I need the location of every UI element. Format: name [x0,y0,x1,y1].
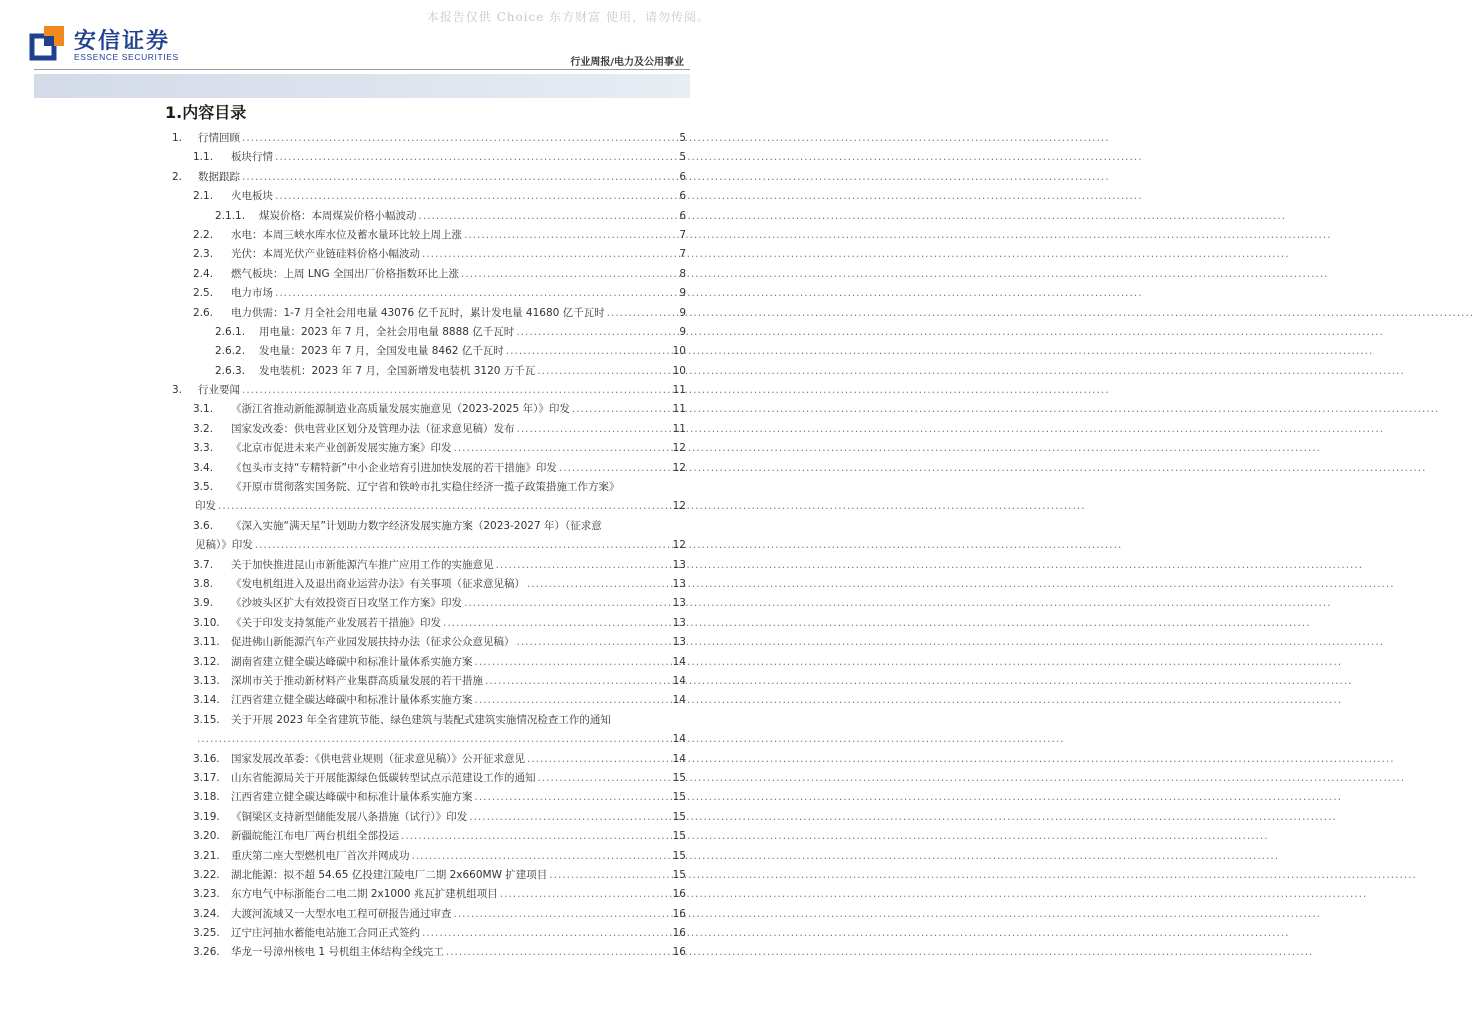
toc-entry-number: 3.19. [193,810,220,823]
brand-name-en: ESSENCE SECURITIES [74,52,179,62]
toc-entry[interactable] [165,304,686,323]
toc-entry-page: 14 [672,752,686,765]
toc-leader-dots [422,924,671,943]
toc-entry-title: 电力供需：1-7 月全社会用电量 43076 亿千瓦时，累计发电量 41680 亿千瓦时 [231,306,605,319]
toc-entry[interactable] [165,148,686,167]
toc-entry-title: 华龙一号漳州核电 1 号机组主体结构全线完工 [231,946,444,959]
toc-entry-number: 3.13. [193,674,220,687]
toc-leader-dots [454,905,671,924]
toc-entry[interactable] [165,769,686,788]
toc-entry[interactable] [165,885,686,904]
brand-logo [32,24,212,68]
toc-entry-page: 13 [672,578,686,591]
toc-leader-dots [549,866,670,885]
toc-entry[interactable] [165,342,686,361]
toc-entry-title: 国家发展改革委：《供电营业规则（征求意见稿）》公开征求意见 [231,752,525,765]
toc-entry[interactable] [165,653,686,672]
toc-entry-page: 12 [672,500,686,513]
toc-entry[interactable] [165,245,686,264]
toc-entry-page: 11 [672,384,686,397]
toc-entry[interactable] [165,265,686,284]
toc-entry-number: 2.1. [193,190,214,203]
toc-entry-page: 14 [672,674,686,687]
toc-entry-title: 光伏：本周光伏产业链硅料价格小幅波动 [231,248,420,261]
toc-entry-title: 东方电气中标浙能台二电二期 2x1000 兆瓦扩建机组项目 [231,888,498,901]
toc-entry-title: 重庆第二座大型燃机电厂首次并网成功 [231,849,410,862]
toc-entry-number: 3.21. [193,849,220,862]
toc-entry-title: 关于加快推进昆山市新能源汽车推广应用工作的实施意见 [231,558,494,571]
toc-entry-number: 3.1. [193,403,214,416]
toc-leader-dots [485,672,671,691]
toc-entry-number: 3.10. [193,616,220,629]
toc-entry-title: 《北京市促进未来产业创新发展实施方案》印发 [231,442,452,455]
toc-entry-title: 《铜梁区支持新型储能发展八条措施（试行）》印发 [231,810,468,823]
toc-entry-title: 发电量：2023 年 7 月，全国发电量 8462 亿千瓦时 [259,345,504,358]
toc-entry-number: 3.8. [193,578,214,591]
toc-entry-page: 16 [672,927,686,940]
toc-entry-number: 2.6.3. [215,364,246,377]
toc-entry-number: 3.9. [193,597,214,610]
toc-entry-number: 2.3. [193,248,214,261]
toc-leader-dots [197,730,671,749]
toc-entry[interactable] [165,575,686,594]
toc-entry[interactable] [165,788,686,807]
toc-entry-title: 山东省能源局关于开展能源绿色低碳转型试点示范建设工作的通知 [231,771,536,784]
toc-leader-dots [275,148,677,167]
toc-leader-dots [422,245,677,264]
toc-leader-dots [516,323,677,342]
toc-leader-dots [446,943,671,962]
toc-entry[interactable] [165,691,686,710]
toc-entry[interactable] [165,226,686,245]
toc-leader-dots [464,594,671,613]
toc-entry-number: 3.26. [193,946,220,959]
toc-entry-number: 3.25. [193,927,220,940]
toc-entry[interactable] [165,672,686,691]
toc-entry-title: 深圳市关于推动新材料产业集群高质量发展的若干措施 [231,674,483,687]
toc-entry[interactable] [165,711,686,750]
toc-entry-page: 13 [672,636,686,649]
toc-entry-title: 《开原市贯彻落实国务院、辽宁省和铁岭市扎实稳住经济一揽子政策措施工作方案》 [231,481,620,494]
toc-entry-page: 5 [679,151,686,164]
toc-entry-number: 3. [172,384,183,397]
toc-entry-title: 《发电机组进入及退出商业运营办法》有关事项（征求意见稿） [231,578,525,591]
toc-entry[interactable] [165,168,686,187]
toc-entry-title: 辽宁庄河抽水蓄能电站施工合同正式签约 [231,927,420,940]
toc-entry-number: 3.18. [193,791,220,804]
toc-leader-dots [475,691,671,710]
toc-entry-page: 12 [672,539,686,552]
toc-entry[interactable] [165,943,686,962]
toc-entry-title: 行业要闻 [198,384,240,397]
toc-entry-page: 11 [672,403,686,416]
toc-entry-title: 《深入实施“满天星”计划助力数字经济发展实施方案（2023-2027 年）（征求意 [231,519,602,532]
toc-entry[interactable] [165,420,686,439]
toc-entry-title: 板块行情 [231,151,273,164]
toc-entry-page: 6 [679,170,686,183]
toc-entry-number: 3.20. [193,830,220,843]
toc-entry-number: 3.17. [193,771,220,784]
toc-entry-title: 国家发改委：供电营业区划分及管理办法（征求意见稿）发布 [231,422,515,435]
toc-entry[interactable] [165,459,686,478]
toc-entry[interactable] [165,284,686,303]
toc-entry-page: 10 [672,345,686,358]
toc-entry[interactable] [165,400,686,419]
toc-entry-page: 15 [672,791,686,804]
toc-entry-title: 水电：本周三峡水库水位及蓄水量环比较上周上涨 [231,228,462,241]
toc-leader-dots [496,556,671,575]
watermark: 本报告仅供 Choice 东方财富 使用，请勿传阅。 [426,10,710,24]
report-category: 行业周报/电力及公用事业 [570,57,684,68]
toc-entry-number: 3.16. [193,752,220,765]
toc-entry-page: 13 [672,616,686,629]
toc-entry[interactable] [165,362,686,381]
toc-entry-number: 2.4. [193,267,214,280]
toc-entry-title-continued: 见稿）》印发 [195,539,253,552]
toc-leader-dots [475,653,671,672]
toc-entry-page: 15 [672,771,686,784]
toc-entry-page: 15 [672,830,686,843]
toc-entry-page: 15 [672,868,686,881]
toc-entry-number: 3.15. [193,713,220,726]
toc-entry[interactable] [165,594,686,613]
toc-entry-number: 3.4. [193,461,214,474]
toc-leader-dots [218,497,671,516]
toc-leader-dots [401,827,671,846]
header-divider [34,69,690,70]
header-band [34,74,690,98]
toc-entry-page: 5 [679,132,686,144]
toc-entry[interactable] [165,323,686,342]
toc-entry-title: 新疆皖能江布电厂两台机组全部投运 [231,830,399,843]
toc-leader-dots [242,381,671,400]
toc-entry-title: 大渡河流域又一大型水电工程可研报告通过审查 [231,907,452,920]
toc-leader-dots [537,362,670,381]
toc-entry[interactable] [165,866,686,885]
toc-leader-dots [500,885,671,904]
toc-entry[interactable] [165,129,686,148]
toc-entry-number: 3.3. [193,442,214,455]
toc-leader-dots [607,304,678,323]
toc-entry-page: 16 [672,888,686,901]
toc-entry-number: 2.2. [193,228,214,241]
toc-entry-page: 14 [672,655,686,668]
toc-leader-dots [242,168,677,187]
toc-entry-title: 电力市场 [231,287,273,300]
toc-leader-dots [475,788,671,807]
toc-entry-page: 6 [679,209,686,222]
toc-leader-dots [454,439,671,458]
toc-entry-number: 2.6.1. [215,325,246,338]
table-of-contents [165,129,686,963]
toc-entry-title: 湖南省建立健全碳达峰碳中和标准计量体系实施方案 [231,655,473,668]
toc-leader-dots [527,575,671,594]
toc-entry-page: 12 [672,461,686,474]
toc-entry-number: 2.1.1. [215,209,246,222]
toc-entry-page: 15 [672,849,686,862]
toc-entry-number: 3.7. [193,558,214,571]
toc-entry[interactable] [165,750,686,769]
toc-entry-number: 3.2. [193,422,214,435]
toc-entry-number: 1. [172,132,183,144]
toc-entry-title: 《沙坡头区扩大有效投资百日攻坚工作方案》印发 [231,597,462,610]
toc-entry-title: 促进佛山新能源汽车产业园发展扶持办法（征求公众意见稿） [231,636,515,649]
toc-leader-dots [517,420,671,439]
toc-entry-number: 3.22. [193,868,220,881]
toc-entry[interactable] [165,827,686,846]
toc-leader-dots [461,265,677,284]
toc-entry[interactable] [165,381,686,400]
toc-entry-number: 2. [172,170,183,183]
toc-entry[interactable] [165,478,686,517]
toc-entry-page: 9 [679,287,686,300]
toc-entry-number: 2.6.2. [215,345,246,358]
toc-entry[interactable] [165,847,686,866]
toc-entry[interactable] [165,207,686,226]
toc-entry-page: 16 [672,907,686,920]
toc-leader-dots [275,187,677,206]
toc-leader-dots [412,847,671,866]
toc-entry-title: 数据跟踪 [198,170,240,183]
toc-leader-dots [572,400,671,419]
toc-entry[interactable] [165,808,686,827]
toc-entry-title: 关于开展 2023 年全省建筑节能、绿色建筑与装配式建筑实施情况检查工作的通知 [231,713,611,726]
toc-entry-number: 3.14. [193,694,220,707]
toc-entry-title: 燃气板块：上周 LNG 全国出厂价格指数环比上涨 [231,267,460,280]
toc-leader-dots [506,342,671,361]
toc-leader-dots [275,284,677,303]
toc-entry-title: 《包头市支持“专精特新”中小企业培育引进加快发展的若干措施》印发 [231,461,557,474]
toc-leader-dots [255,536,671,555]
toc-entry-page: 8 [679,267,686,280]
toc-leader-dots [469,808,670,827]
toc-entry-number: 3.23. [193,888,220,901]
toc-entry-page: 9 [679,325,686,338]
toc-leader-dots [443,614,671,633]
toc-entry-number: 3.5. [193,481,214,494]
logo-mark-icon [32,26,66,60]
toc-leader-dots [559,459,671,478]
toc-entry-page: 10 [672,364,686,377]
toc-entry-title: 江西省建立健全碳达峰碳中和标准计量体系实施方案 [231,791,473,804]
toc-entry-number: 2.5. [193,287,214,300]
toc-leader-dots [464,226,677,245]
toc-entry-page: 16 [672,946,686,959]
brand-name-cn: 安信证券 [74,29,171,54]
toc-entry-title: 火电板块 [231,190,273,203]
toc-entry-page: 13 [672,558,686,571]
toc-entry-title: 湖北能源：拟不超 54.65 亿投建江陵电厂二期 2x660MW 扩建项目 [231,868,548,881]
toc-entry-title: 行情回顾 [198,132,240,144]
toc-leader-dots [242,129,677,148]
toc-entry-page: 9 [679,306,686,319]
toc-entry[interactable] [165,517,686,556]
toc-entry[interactable] [165,439,686,458]
toc-entry-page: 6 [679,190,686,203]
toc-entry-page: 14 [672,694,686,707]
toc-leader-dots [527,750,671,769]
toc-entry-page: 11 [672,422,686,435]
toc-entry[interactable] [165,633,686,652]
toc-entry[interactable] [165,614,686,633]
toc-leader-dots [419,207,678,226]
toc-leader-dots [517,633,671,652]
toc-entry-title: 《浙江省推动新能源制造业高质量发展实施意见（2023-2025 年）》印发 [231,403,570,416]
toc-entry-number: 3.24. [193,907,220,920]
toc-entry-title: 发电装机：2023 年 7 月，全国新增发电装机 3120 万千瓦 [259,364,536,377]
toc-entry-title: 用电量：2023 年 7 月，全社会用电量 8888 亿千瓦时 [259,325,515,338]
toc-heading: 1.内容目录 [165,103,247,122]
toc-entry[interactable] [165,924,686,943]
toc-entry-page: 7 [679,228,686,241]
toc-entry-page: 12 [672,442,686,455]
toc-entry[interactable] [165,905,686,924]
toc-entry-title-continued: 印发 [195,500,216,513]
toc-entry-number: 2.6. [193,306,214,319]
toc-entry-number: 3.6. [193,519,214,532]
toc-entry[interactable] [165,187,686,206]
toc-entry-number: 3.12. [193,655,220,668]
toc-leader-dots [538,769,671,788]
toc-entry-page: 13 [672,597,686,610]
toc-entry-title: 《关于印发支持氢能产业发展若干措施》印发 [231,616,441,629]
toc-entry-number: 3.11. [193,636,220,649]
toc-entry-title: 江西省建立健全碳达峰碳中和标准计量体系实施方案 [231,694,473,707]
toc-entry-page: 14 [672,733,686,746]
toc-entry-title: 煤炭价格：本周煤炭价格小幅波动 [259,209,417,222]
toc-entry-page: 7 [679,248,686,261]
toc-entry-number: 1.1. [193,151,214,164]
toc-entry-page: 15 [672,810,686,823]
toc-entry[interactable] [165,556,686,575]
